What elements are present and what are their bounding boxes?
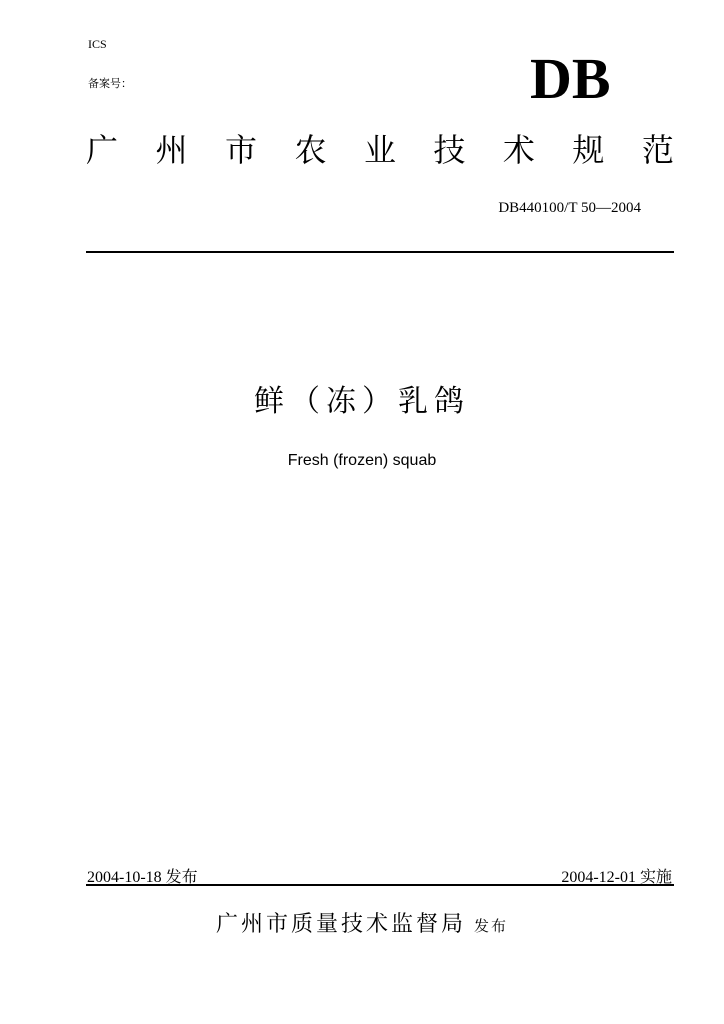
issue-date: 2004-10-18 发布 (87, 869, 198, 886)
standard-type-char: 规 (572, 131, 605, 169)
bottom-divider (86, 884, 674, 886)
standard-type-char: 范 (641, 131, 674, 169)
document-title-chinese: 鲜（冻）乳鸽 (254, 384, 470, 419)
issuer-line (0, 907, 724, 938)
standard-type-char: 市 (224, 131, 257, 169)
top-divider (86, 251, 674, 253)
standard-type-char: 术 (502, 131, 535, 169)
standard-type-char: 业 (363, 131, 396, 169)
ics-label: ICS (88, 37, 107, 51)
standard-type-char: 广 (86, 131, 119, 169)
document-title-english: Fresh (frozen) squab (287, 452, 437, 469)
record-number-label: 备案号： (88, 77, 132, 90)
standard-type-char: 技 (433, 131, 466, 169)
standard-type-heading (86, 131, 674, 169)
db-logo: DB (530, 46, 611, 111)
standard-number: DB440100/T 50—2004 (498, 200, 641, 216)
implementation-date: 2004-12-01 实施 (561, 869, 672, 886)
issuer-name: 广州市质量技术监督局 (215, 912, 466, 937)
issuer-suffix: 发布 (474, 917, 509, 935)
standard-type-char: 州 (155, 131, 188, 169)
standard-type-char: 农 (294, 131, 327, 169)
